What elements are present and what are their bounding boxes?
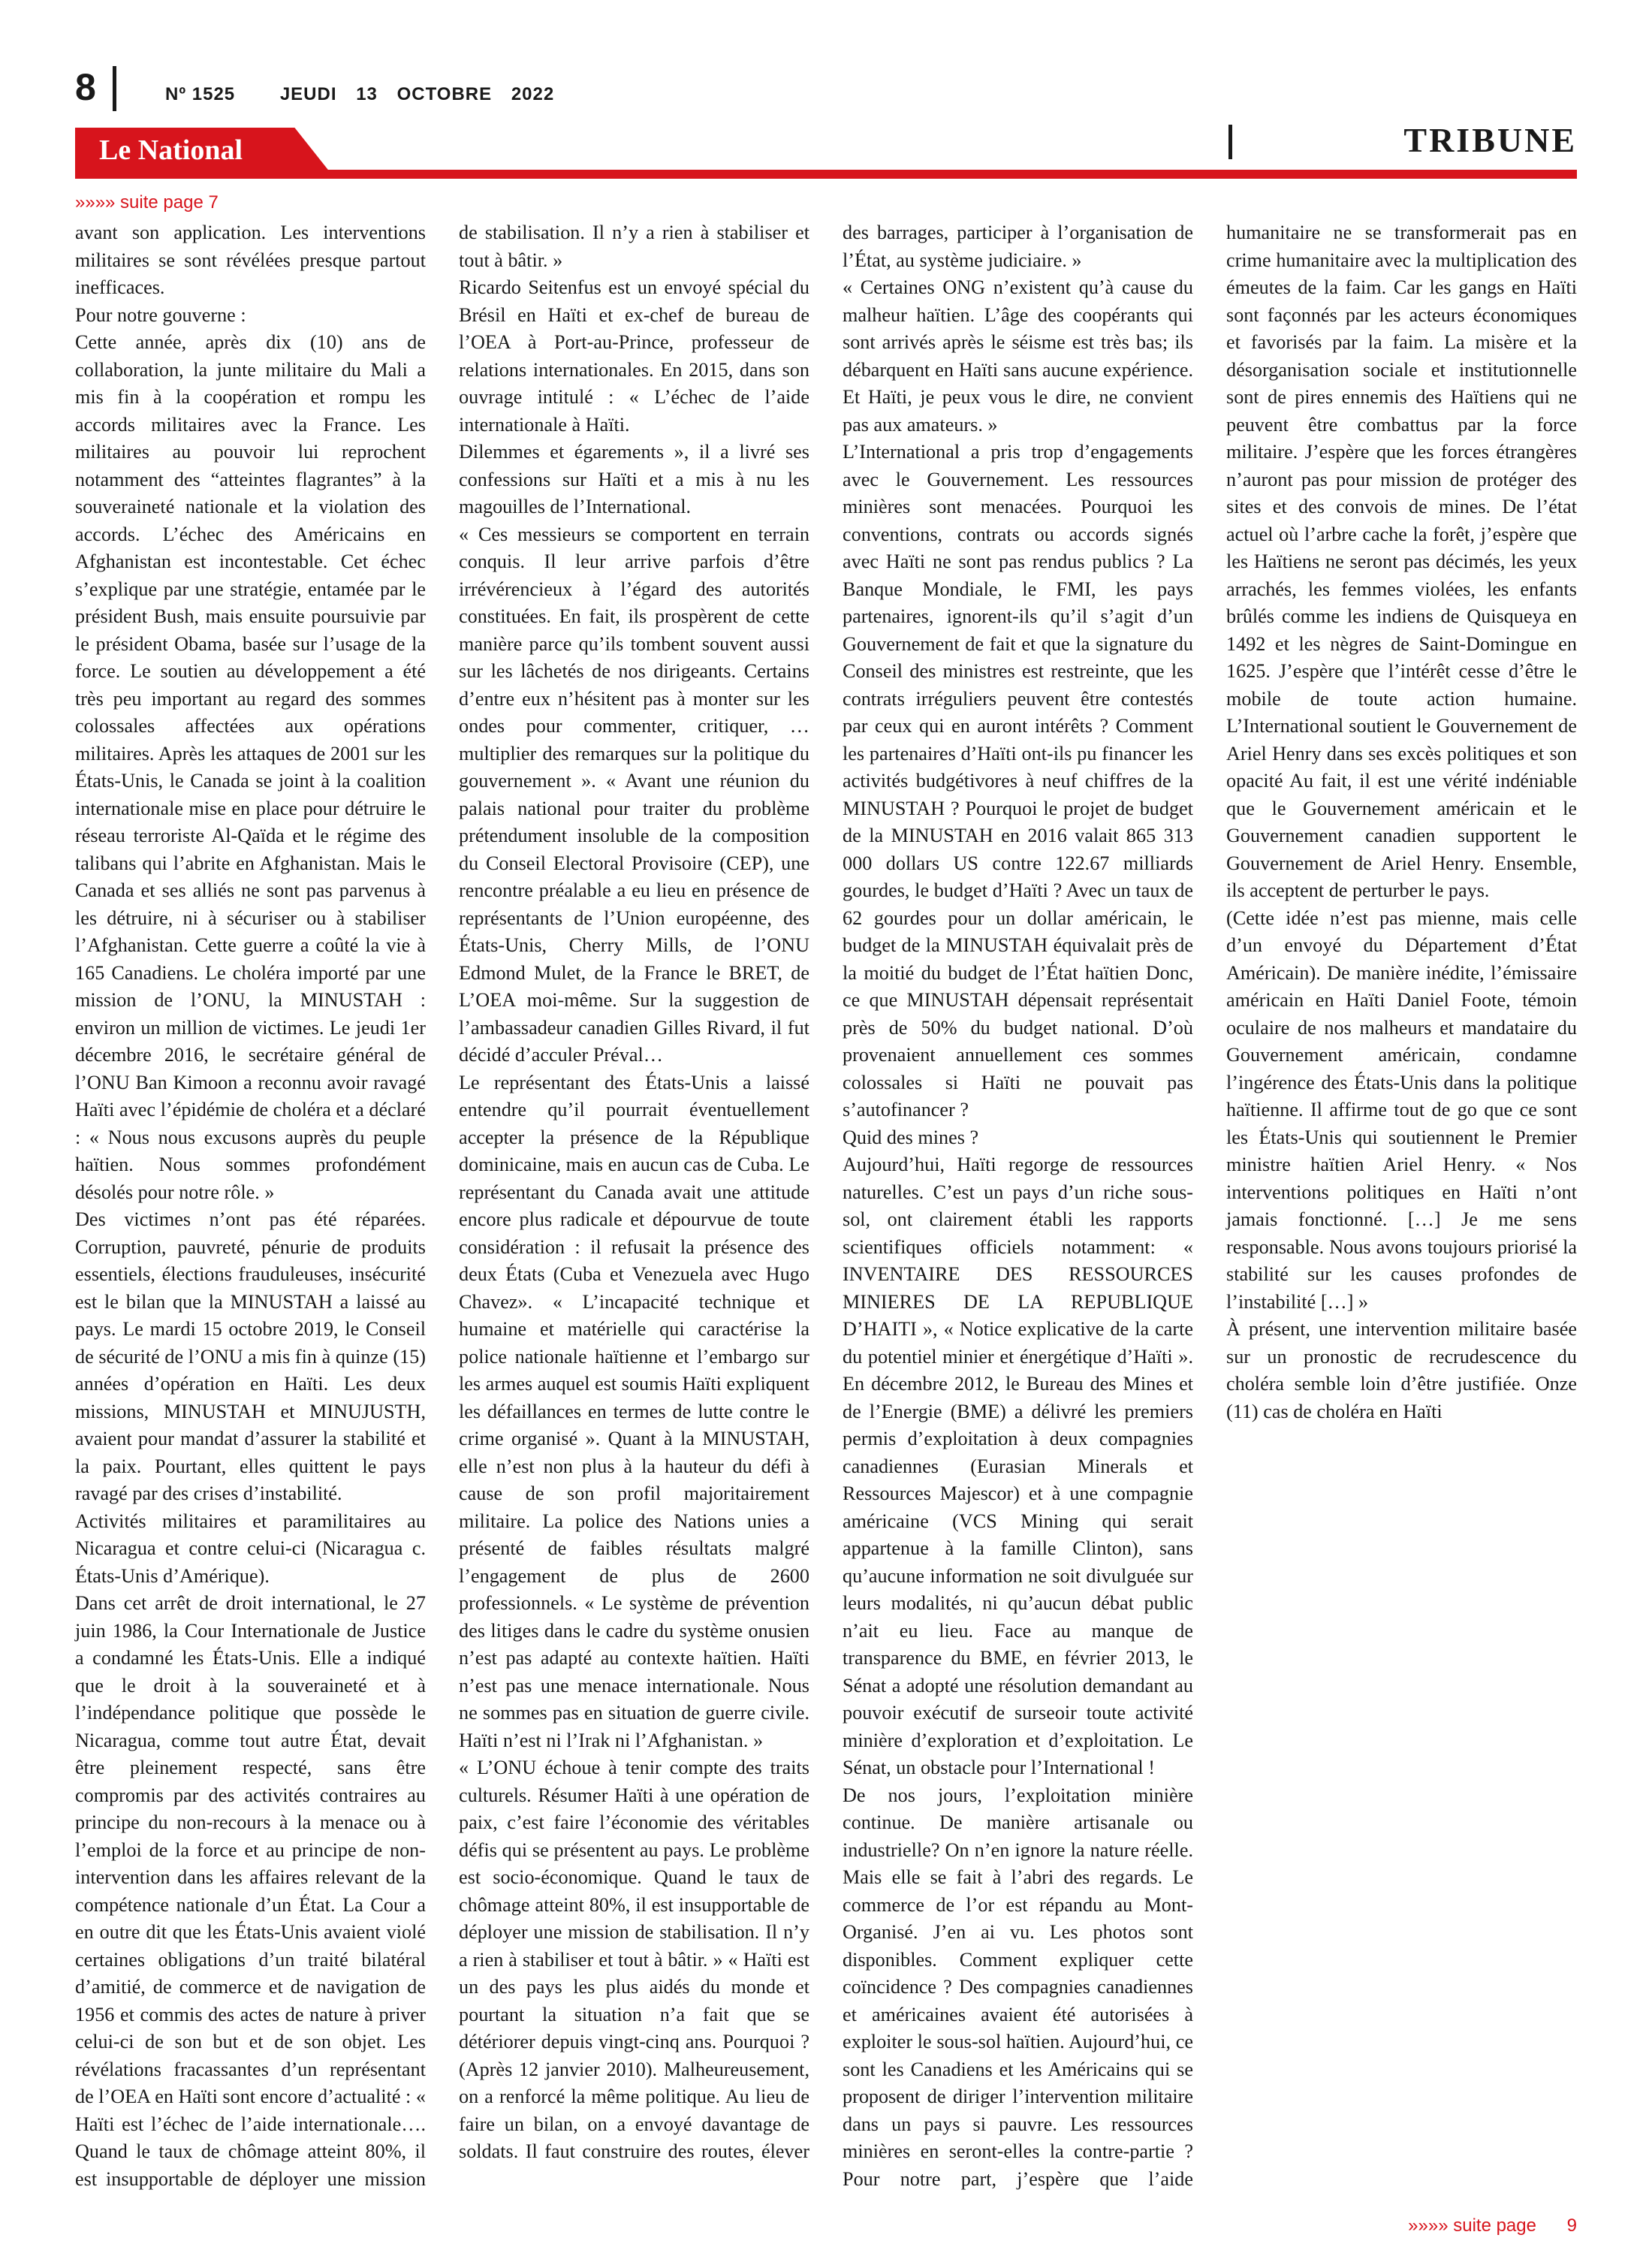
issue-month: OCTOBRE <box>396 84 493 104</box>
paragraph: Activités militaires et paramilitaires au Nicaragua et contre celui-ci (Nicaragua c. États-Unis d’Amérique). <box>75 1510 426 1587</box>
issue-weekday: JEUDI <box>279 84 337 104</box>
issue-number: Nº 1525 <box>165 84 236 104</box>
paragraph: Dans cet arrêt de droit international, le 27 juin 1986, la Cour Internationale de Justice a condamné les États-Unis. Elle a indiqué que le droit à la souveraineté et à l’indépendance politique que possède le Nicaragua, comme tout autre État, devait être pleinement respecté, sans être compromis par des activités contraires au principe du non-recours à la menace ou à l’emploi de la force et au principe de non-intervention dans les affaires relevant de la compétence nationale d’un État. La Cour a en outre dit que les États-Unis avaient violé certaines obligations d’un traité bilatéral d’amitié, de commerce et de navigation de 1956 et commis des actes de nature à priver celui-ci de son but et de son objet. Les révélations fracassantes d’un représentant de l’OEA en Haïti sont encore d’actualité : « Haïti est l’échec de l’aide internationale…. Quand le taux de chômage atteint 80%, il est insupportable de déployer une mission de stabilisation. Il n’y a rien à stabiliser et tout à bâtir. » <box>75 222 809 2190</box>
continued-to-label: »»»» suite page <box>1408 2215 1536 2236</box>
paragraph: Ricardo Seitenfus est un envoyé spécial du Brésil en Haïti et ex-chef de bureau de l’OEA à Port-au-Prince, professeur de relations internationales. En 2015, dans son ouvrage intitulé : « L’échec de l’aide internationale à Haïti. <box>459 276 809 436</box>
paragraph: Pour notre gouverne : <box>75 303 246 326</box>
paragraph: « Certaines ONG n’existent qu’à cause du malheur haïtien. L’âge des coopérants qui sont arrivés après le séisme est très bas; ils débarquent en Haïti sans aucune expérience. Et Haïti, je peux vous le dire, ne convient pas aux amateurs. » <box>843 276 1193 436</box>
paragraph: À présent, une intervention militaire basée sur un pronostic de recrudescence du choléra semble loin d’être justifiée. Onze (11) cas de choléra en Haïti <box>1226 1318 1577 1422</box>
page-number-divider <box>113 66 116 111</box>
header-rule <box>75 170 1577 179</box>
paragraph: Quid des mines ? <box>843 1126 979 1148</box>
issue-line <box>165 84 568 105</box>
section-title: TRIBUNE <box>1403 121 1577 159</box>
publication-logo: Le National <box>99 134 243 166</box>
page-header <box>0 0 1652 180</box>
paragraph: Des victimes n’ont pas été réparées. Corruption, pauvreté, pénurie de produits essentiels, élections frauduleuses, insécurité est le bilan que la MINUSTAH a laissé au pays. Le mardi 15 octobre 2019, le Conseil de sécurité de l’ONU a mis fin à quinze (15) années d’opération en Haïti. Les deux missions, MINUSTAH et MINUJUSTH, avaient pour mandat d’assurer la stabilité et la paix. Pourtant, elles quittent le pays ravagé par des crises d’instabilité. <box>75 1208 426 1504</box>
continued-to <box>1408 2215 1577 2236</box>
section-divider <box>1228 125 1232 159</box>
paragraph: « Ces messieurs se comportent en terrain conquis. Il leur arrive parfois d’être irrévérencieux à l’égard des autorités constituées. En fait, ils prospèrent de cette manière parce qu’ils tombent souvent aussi sur les lâchetés de nos dirigeants. Certains d’entre eux n’hésitent pas à monter sur les ondes pour commenter, critiquer, …multiplier des remarques sur la politique du gouvernement ». « Avant une réunion du palais national pour traiter du problème prétendument insoluble de la composition du Conseil Electoral Provisoire (CEP), une rencontre préalable a eu lieu en présence de représentants de l’Union européenne, des États-Unis, Cherry Mills, de l’ONU Edmond Mulet, de la France le BRET, de L’OEA moi-même. Sur la suggestion de l’ambassadeur canadien Gilles Rivard, il fut décidé d’acculer Préval… <box>459 523 809 1066</box>
paragraph: avant son application. Les interventions militaires se sont révélées presque partout inefficaces. <box>75 222 426 298</box>
paragraph: L’International a pris trop d’engagements avec le Gouvernement. Les ressources minières sont menacées. Pourquoi les conventions, contrats ou accords signés avec Haïti ne sont pas rendus publics ? La Banque Mondiale, le FMI, les pays partenaires, ignorent-ils qu’il s’agit d’un Gouvernement de fait et que la signature du Conseil des ministres est restreinte, que les contrats irréguliers peuvent être contestés par ceux qui en auront intérêts ? Comment les partenaires d’Haïti ont-ils pu financer les activités budgétivores à neuf chiffres de la MINUSTAH ? Pourquoi le projet de budget de la MINUSTAH en 2016 valait 865 313 000 dollars US contre 122.67 milliards gourdes, le budget d’Haïti ? Avec un taux de 62 gourdes pour un dollar américain, le budget de la MINUSTAH équivalait près de la moitié du budget de l’État haïtien Donc, ce que MINUSTAH dépensait représentait près de 50% du budget national. D’où provenaient annuellement ces sommes colossales si Haïti ne pouvait pas s’autofinancer ? <box>843 441 1193 1120</box>
paragraph: Cette année, après dix (10) ans de collaboration, la junte militaire du Mali a mis fin à la coopération et rompu les accords militaires avec la France. Les militaires au pouvoir lui reprochent notamment des “atteintes flagrantes” à la souveraineté nationale et la violation des accords. L’échec des Américains en Afghanistan est incontestable. Cet échec s’explique par une stratégie, entamée par le président Bush, mais ensuite poursuivie par le président Obama, basée sur l’usage de la force. Le soutien au développement a été très peu important au regard des sommes colossales affectées aux opérations militaires. Après les attaques de 2001 sur les États-Unis, le Canada se joint à la coalition internationale mise en place pour détruire le réseau terroriste Al-Qaïda et le régime des talibans qui l’abrite en Afghanistan. Mais le Canada et ses alliés ne sont pas parvenus à les détruire, ni à sécuriser ou à stabiliser l’Afghanistan. Cette guerre a coûté la vie à 165 Canadiens. Le choléra importé par une mission de l’ONU, la MINUSTAH : environ un million de victimes. Le jeudi 1er décembre 2016, le secrétaire général de l’ONU Ban Kimoon a reconnu avoir ravagé Haïti avec l’épidémie de choléra et a déclaré : « Nous nous excusons auprès du peuple haïtien. Nous sommes profondément désolés pour notre rôle. » <box>75 331 426 1203</box>
paragraph: Le représentant des États-Unis a laissé entendre qu’il pourrait éventuellement accepter la présence de la République dominicaine, mais en aucun cas de Cuba. Le représentant du Canada avait une attitude encore plus radicale et dépourvue de toute considération : il refusait la présence des deux États (Cuba et Venezuela avec Hugo Chavez». « L’incapacité technique et humaine et matérielle qui caractérise la police nationale haïtienne et l’embargo sur les armes auquel est soumis Haïti expliquent les défaillances en termes de lutte contre le crime organisé ». Quant à la MINUSTAH, elle n’est non plus à la hauteur du défi à cause de son profil majoritairement militaire. La police des Nations unies a présenté de faibles résultats malgré l’engagement de plus de 2600 professionnels. « Le système de prévention des litiges dans le cadre du système onusien n’est pas adapté au contexte haïtien. Haïti n’est pas une menace internationale. Nous ne sommes pas en situation de guerre civile. Haïti n’est ni l’Irak ni l’Afghanistan. » <box>459 1071 809 1751</box>
paragraph: Aujourd’hui, Haïti regorge de ressources naturelles. C’est un pays d’un riche sous-sol, ont clairement établi les rapports scientifiques officiels notamment: « INVENTAIRE DES RESSOURCES MINIERES DE LA REPUBLIQUE D’HAITI », « Notice explicative de la carte du potentiel minier et énergétique d’Haïti ». En décembre 2012, le Bureau des Mines et de l’Energie (BME) a délivré les premiers permis d’exploitation à deux compagnies canadiennes (Eurasian Minerals et Ressources Majescor) et à une compagnie américaine (VCS Mining qui serait appartenue à la famille Clinton), sans qu’aucune information ne soit divulguée sur leurs modalités, ni qu’aucun débat public n’ait eu lieu. Face au manque de transparence du BME, en février 2013, le Sénat a adopté une résolution demandant au pouvoir exécutif de surseoir toute activité minière d’exploration et d’exploitation. Le Sénat, un obstacle pour l’International ! <box>843 1154 1193 1778</box>
article-body <box>75 219 1577 2209</box>
issue-year: 2022 <box>511 84 555 104</box>
continued-to-page: 9 <box>1566 2215 1577 2236</box>
issue-day: 13 <box>356 84 378 104</box>
paragraph: (Cette idée n’est pas mienne, mais celle d’un envoyé du Département d’État Américain). De manière inédite, l’émissaire américain en Haïti Daniel Foote, témoin oculaire de nos malheurs et mandataire du Gouvernement américain, condamne l’ingérence des États-Unis dans la politique haïtienne. Il affirme tout de go que ce sont les États-Unis qui soutiennent le Premier ministre haïtien Ariel Henry. « Nos interventions politiques en Haïti n’ont jamais fonctionné. […] Je me sens responsable. Nous avons toujours priorisé la stabilité sur les causes profondes de l’instabilité […] » <box>1226 906 1577 1313</box>
continued-from: »»»» suite page 7 <box>75 192 219 213</box>
page-number: 8 <box>75 66 96 108</box>
paragraph: « L’ONU échoue à tenir compte des traits culturels. Résumer Haïti à une opération de paix, c’est faire l’économie des véritables défis qui se présentent au pays. Le problème est socio-économique. Quand le taux de chômage atteint 80%, il est insupportable de déployer une mission de stabilisation. Il n’y a rien à stabiliser et tout à bâtir. » « Haïti est un des pays les plus aidés du monde et pourtant la situation n’a fait que se détériorer depuis vingt-cinq ans. Pourquoi ? (Après 12 janvier 2010). Malheureusement, on a renforcé la même politique. Au lieu de faire un bilan, on a envoyé davantage de soldats. Il faut construire des routes, élever des barrages, participer à l’organisation de l’État, au système judiciaire. » <box>459 222 1193 2162</box>
paragraph: Dilemmes et égarements », il a livré ses confessions sur Haïti et a mis à nu les magouilles de l’International. <box>459 441 809 517</box>
paragraph: De nos jours, l’exploitation minière continue. De manière artisanale ou industrielle? On n’en ignore la nature réelle. Mais elle se fait à l’abri des regards. Le commerce de l’or est répandu au Mont-Organisé. J’en ai vu. Les photos sont disponibles. Comment expliquer cette coïncidence ? Des compagnies canadiennes et américaines avaient été autorisées à exploiter le sous-sol haïtien. Aujourd’hui, ce sont les Canadiens et les Américains qui se proposent de diriger l’intervention militaire dans un pays si pauvre. Les ressources minières en seront-elles la contre-partie ? Pour notre part, j’espère que l’aide humanitaire ne se transformerait pas en crime humanitaire avec la multiplication des émeutes de la faim. Car les gangs en Haïti sont façonnés par les acteurs économiques et favorisés par la faim. La misère et la désorganisation sociale et institutionnelle sont de pires ennemis des Haïtiens qui ne peuvent être combattus par la force militaire. J’espère que les forces étrangères n’auront pas pour mission de protéger des sites et des convois de mines. De l’état actuel où l’arbre cache la forêt, j’espère que les Haïtiens ne seront pas décimés, les yeux arrachés, les femmes violées, les enfants brûlés comme les indiens de Quisqueya en 1492 et les nègres de Saint-Domingue en 1625. J’espère que l’intérêt cesse d’être le mobile de toute action humaine. L’International soutient le Gouvernement de Ariel Henry dans ses excès politiques et son opacité Au fait, il est une vérité indéniable que le Gouvernement américain et le Gouvernement canadien supportent le Gouvernement de Ariel Henry. Ensemble, ils acceptent de perturber le pays. <box>843 222 1577 2190</box>
